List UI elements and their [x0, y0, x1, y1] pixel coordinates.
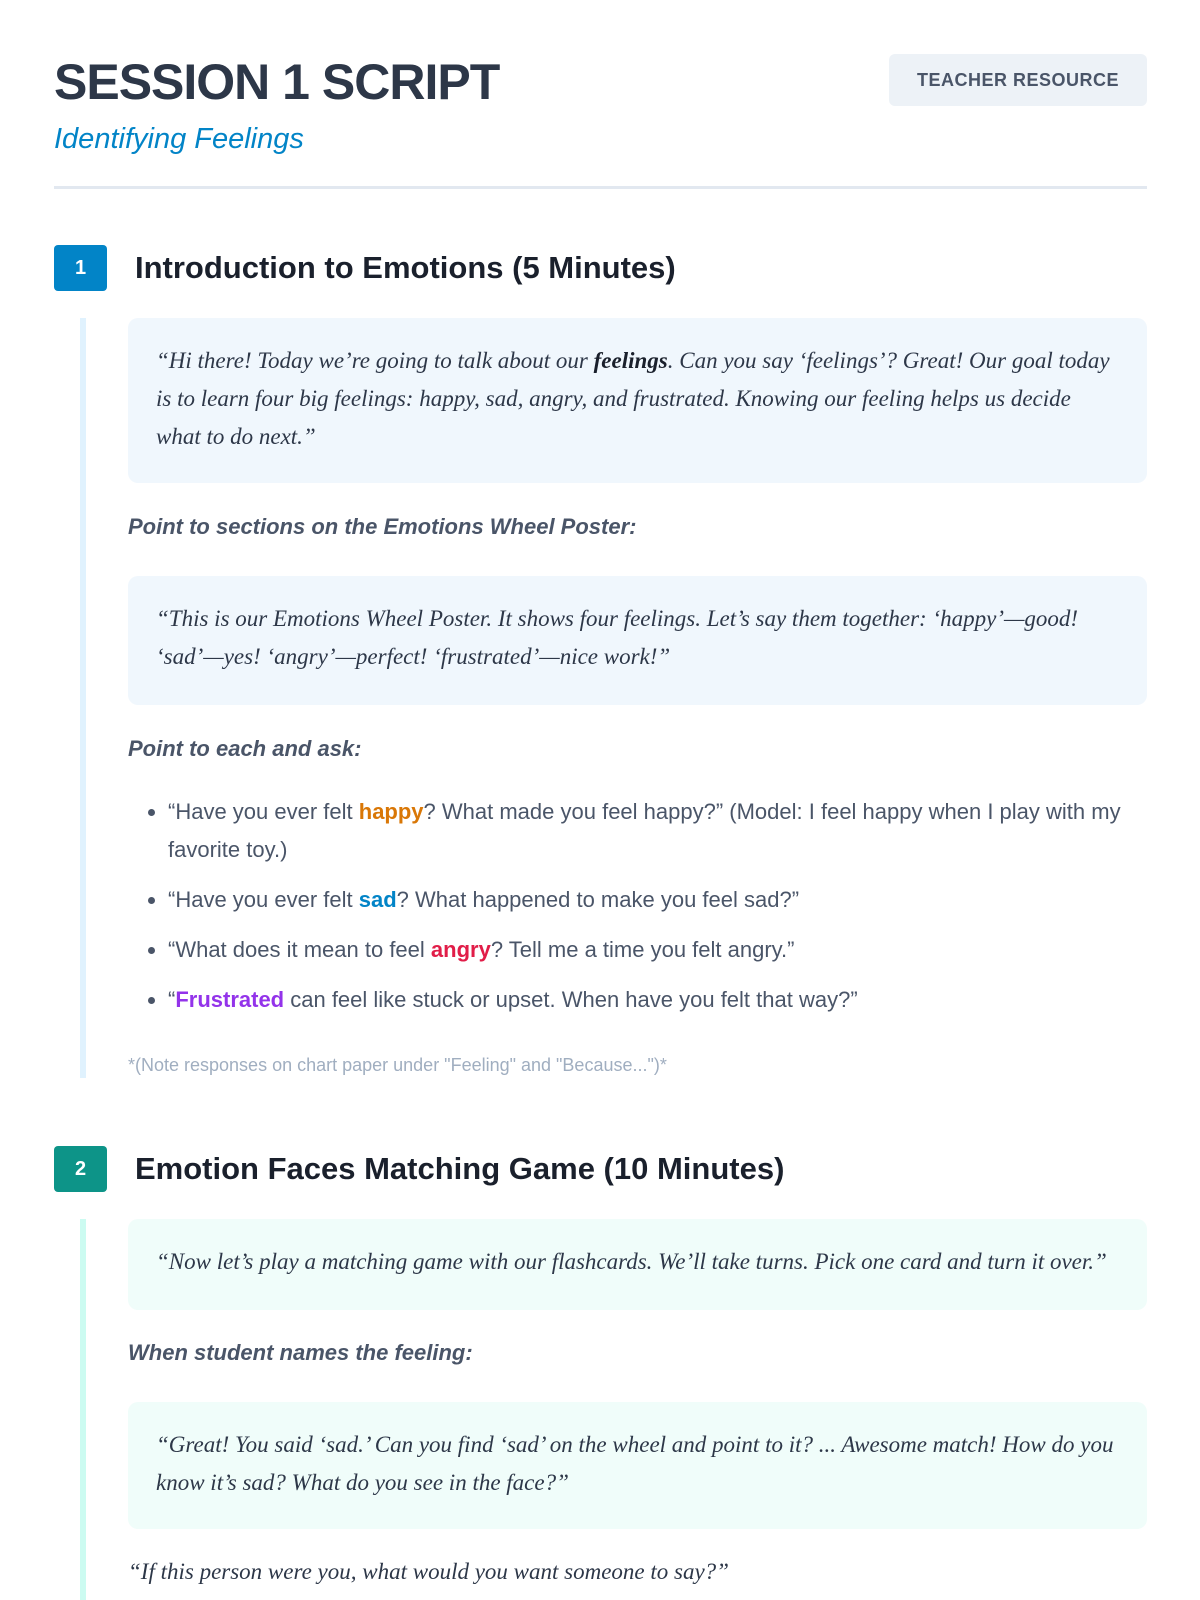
section-2-number: 2 [54, 1146, 107, 1192]
list-item: • “Have you ever felt sad? What happened to make you feel sad?” [168, 881, 1147, 919]
instruction-poster: Point to sections on the Emotions Wheel Poster: [128, 514, 637, 539]
chart-paper-note: *(Note responses on chart paper under "Feeling" and "Because...")* [128, 1055, 667, 1075]
intro-quote-text: “Hi there! Today we’re going to talk about our [156, 348, 594, 373]
section-1-title: Introduction to Emotions (5 Minutes) [135, 250, 676, 285]
section-1-rail [80, 318, 86, 1078]
empathy-question: “If this person were you, what would you want someone to say?” [128, 1559, 729, 1584]
instruction-student-names: When student names the feeling: [128, 1340, 473, 1365]
list-item: • “What does it mean to feel angry? Tell me a time you felt angry.” [168, 931, 1147, 969]
feelings-keyword: feelings [593, 348, 668, 373]
section-2-game-block [128, 1219, 1147, 1310]
list-item: • “Have you ever felt happy? What made you feel happy?” (Model: I feel happy when I play with my favorite toy.) [168, 793, 1147, 869]
match-quote: “Great! You said ‘sad.’ Can you find ‘sad’ on the wheel and point to it? ... Awesome match! How do you know it’s sad? What do you see in the face?” [128, 1402, 1147, 1529]
question-list-container [128, 793, 1147, 1031]
section-2-rail [80, 1219, 86, 1600]
happy-keyword: happy [358, 799, 424, 824]
section-1-content [128, 318, 1147, 483]
section-1-number: 1 [54, 245, 107, 291]
section-2-header [54, 1146, 1147, 1192]
page-header [54, 52, 1147, 156]
section-2-title: Emotion Faces Matching Game (10 Minutes) [135, 1151, 785, 1186]
angry-keyword: angry [430, 937, 491, 962]
section-2-match-block [128, 1402, 1147, 1529]
instruction-ask: Point to each and ask: [128, 736, 362, 761]
question-list [128, 793, 1147, 1019]
frustrated-keyword: Frustrated [175, 987, 285, 1012]
section-1-header [54, 245, 1147, 291]
poster-quote: “This is our Emotions Wheel Poster. It shows four feelings. Let’s say them together: ‘happy’—good! ‘sad’—yes! ‘angry’—perfect! ‘frustrated’—nice work!” [128, 576, 1147, 705]
intro-quote-text-cont: . Can you say ‘feelings’? Great! Our goal today is to learn four big feelings: happy, sad, angry, and frustrated. Knowing our feeling helps us decide what to do next.” [156, 348, 1110, 449]
teacher-resource-badge: TEACHER RESOURCE [889, 54, 1147, 106]
page-subtitle: Identifying Feelings [54, 123, 304, 155]
game-quote: “Now let’s play a matching game with our flashcards. We’ll take turns. Pick one card and turn it over.” [128, 1219, 1147, 1310]
page-title: SESSION 1 SCRIPT [54, 54, 500, 110]
sad-keyword: sad [358, 887, 397, 912]
header-divider [54, 186, 1147, 189]
section-1-poster-block [128, 576, 1147, 705]
intro-quote [128, 318, 1147, 483]
list-item: • “Frustrated can feel like stuck or upset. When have you felt that way?” [168, 981, 1147, 1019]
